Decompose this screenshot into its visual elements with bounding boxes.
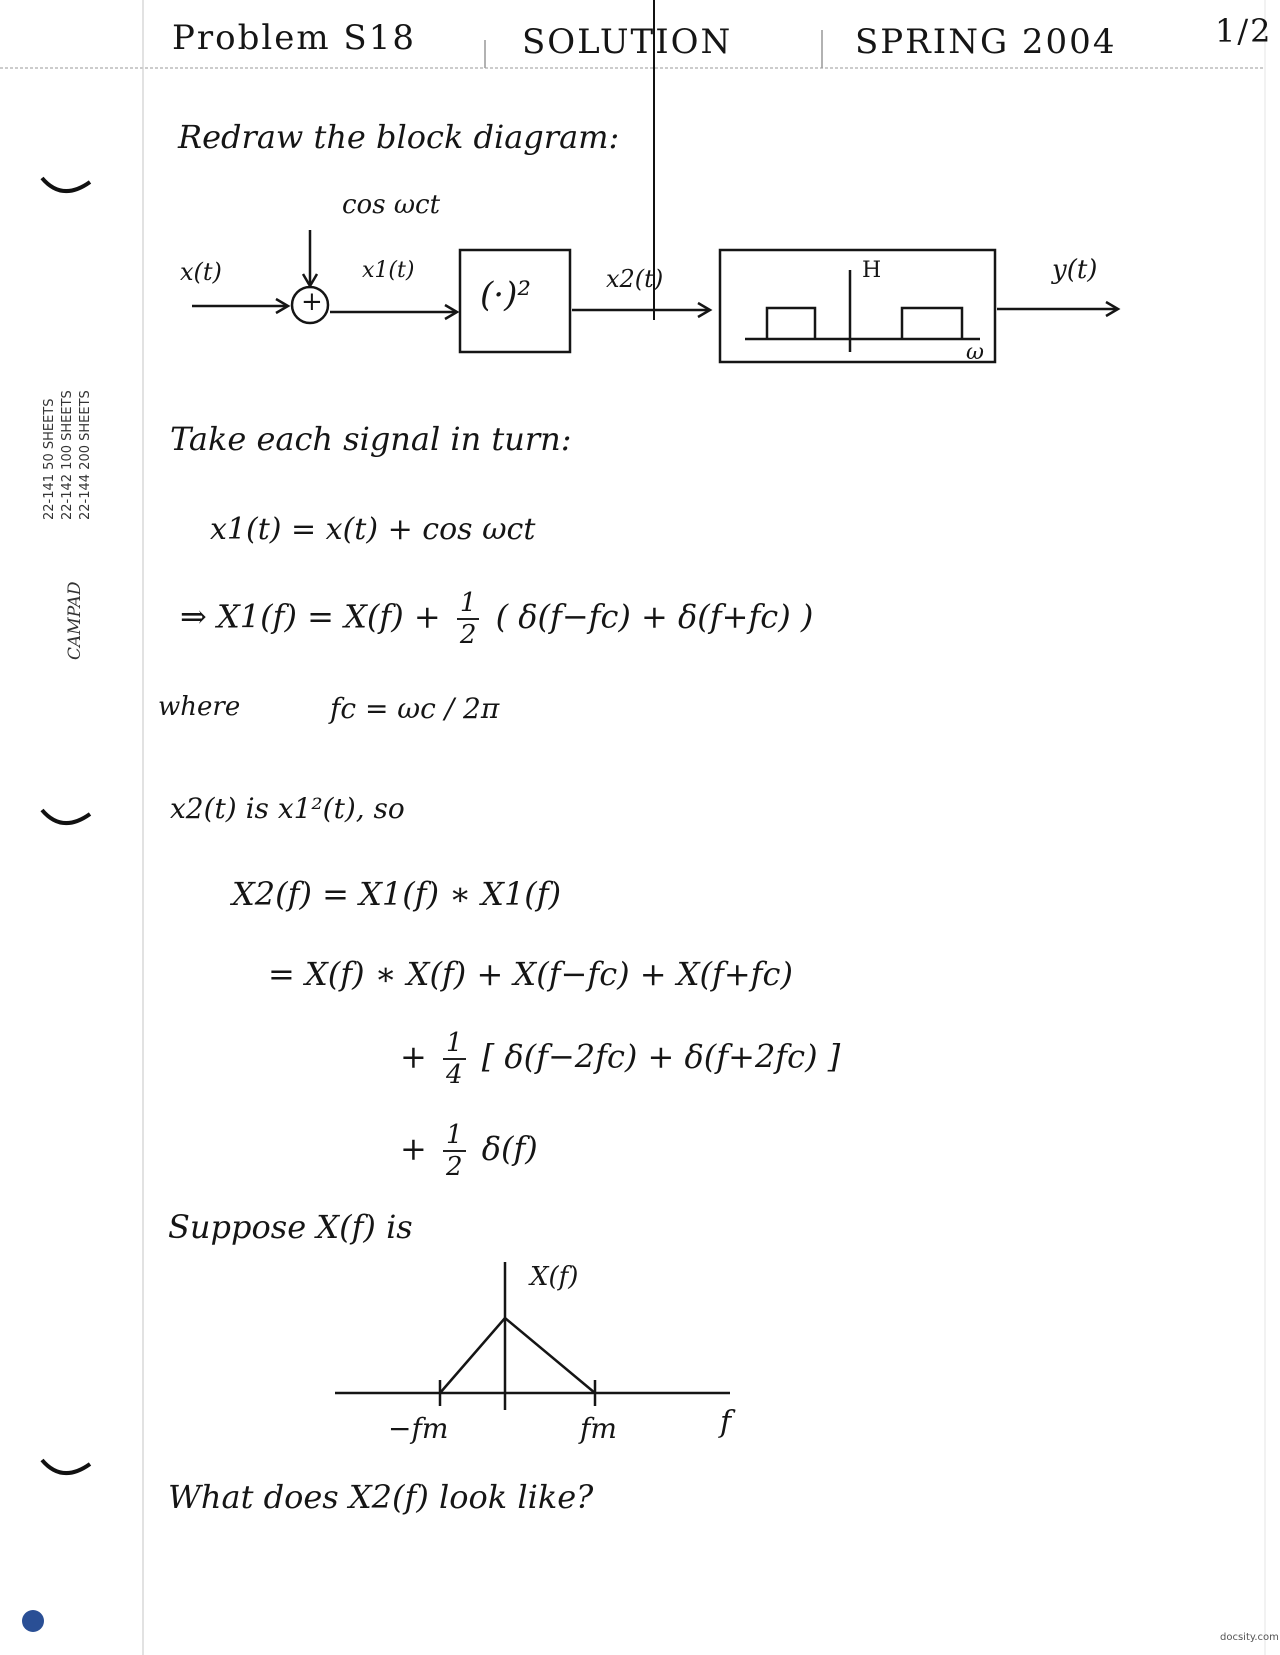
term-label: SPRING 2004 (855, 22, 1117, 62)
eq-x1-freq-left: ⇒ X1(f) = X(f) + (180, 597, 441, 636)
expansion-line-3: + $\frac{1}{2}$ δ(f) (400, 1120, 538, 1182)
adder-symbol: + (301, 287, 323, 317)
carrier-label: cos ωct (342, 190, 441, 220)
eq-x1-freq (180, 590, 813, 648)
x2-time-statement: x2(t) is x1²(t), so (170, 792, 405, 825)
output-label: y(t) (1052, 255, 1098, 285)
half-fraction: $\frac{1}{2}$ (457, 590, 480, 648)
pad-label-3: 22-144 200 SHEETS (78, 390, 93, 520)
binder-holes (42, 178, 90, 1473)
input-label: x(t) (180, 258, 222, 286)
suppose-text: Suppose X(f) is (168, 1208, 413, 1246)
page-number: 1/2 (1215, 12, 1273, 50)
eq-x1-time: x1(t) = x(t) + cos ωct (210, 512, 536, 547)
pad-label-2: 22-142 100 SHEETS (60, 390, 75, 520)
docsity-logo-icon (22, 1610, 44, 1632)
squarer-label: (·)² (480, 275, 531, 315)
fc-definition: fc = ωc / 2π (330, 692, 500, 725)
filter-label: H (862, 258, 882, 283)
neg-fm-label: −fm (388, 1412, 449, 1445)
quarter-fraction: $\frac{1}{4}$ (443, 1030, 466, 1088)
footer-watermark: docsity.com (1220, 1632, 1279, 1643)
f-axis-label: f (720, 1405, 732, 1440)
x1-label: x1(t) (362, 258, 415, 283)
problem-number: Problem S18 (172, 18, 416, 58)
intro-text: Redraw the block diagram: (178, 118, 620, 156)
X2-convolution: X2(f) = X1(f) ∗ X1(f) (232, 875, 562, 913)
eq-x1-freq-right: ( δ(f−fc) + δ(f+fc) ) (495, 597, 814, 636)
pad-label-1: 22-141 50 SHEETS (42, 398, 57, 520)
pos-fm-label: fm (580, 1412, 617, 1445)
where-text: where (158, 692, 241, 722)
x2-label: x2(t) (606, 265, 664, 293)
sketch-title: X(f) (530, 1262, 579, 1292)
expansion-line-2: + $\frac{1}{4}$ [ δ(f−2fc) + δ(f+2fc) ] (400, 1028, 841, 1090)
question-text: What does X2(f) look like? (168, 1478, 594, 1516)
pad-brand: CAMPAD (65, 581, 85, 660)
take-text: Take each signal in turn: (170, 420, 572, 458)
half-fraction-2: $\frac{1}{2}$ (443, 1122, 466, 1180)
solution-label: SOLUTION (522, 22, 733, 62)
filter-axis-label: ω (966, 340, 984, 365)
expansion-line-1: = X(f) ∗ X(f) + X(f−fc) + X(f+fc) (268, 955, 793, 993)
